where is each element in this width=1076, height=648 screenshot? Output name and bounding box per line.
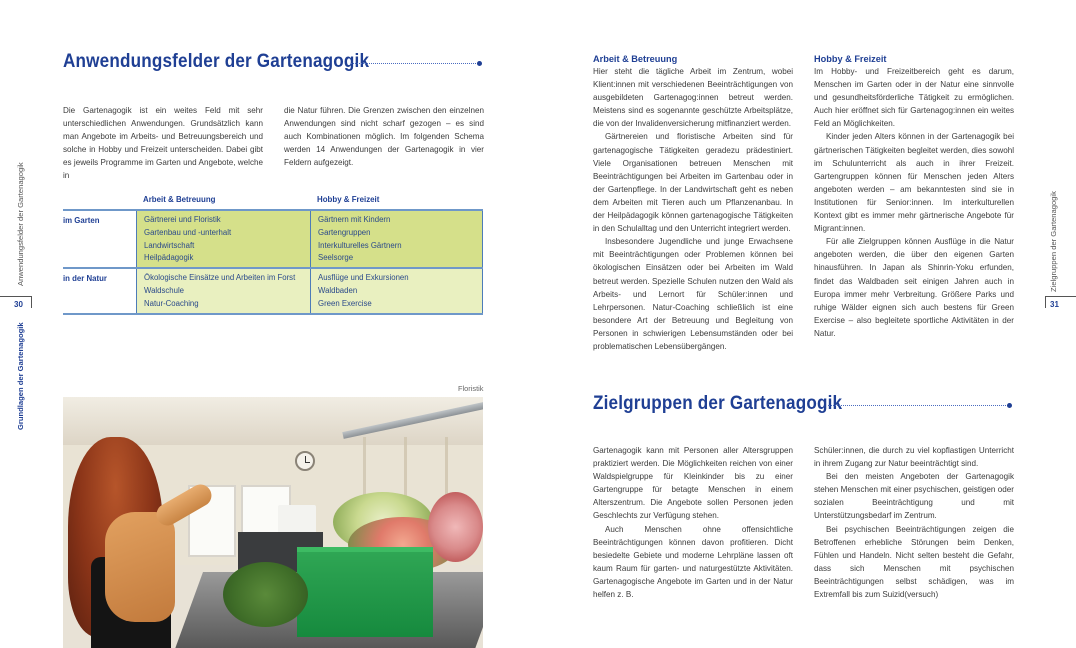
florist-at-work-photo — [63, 397, 483, 648]
running-head-section-left: Anwendungsfelder der Gartenagogik — [16, 162, 25, 286]
schema-row-natur — [63, 267, 483, 314]
title-rule-end-dot — [1007, 403, 1012, 408]
page-number-left: 30 — [14, 300, 23, 309]
running-head-chapter-left: Grundlagen der Gartenagogik — [16, 322, 25, 430]
photo-white-bucket — [278, 505, 316, 535]
hobby-freizeit-column — [814, 53, 1014, 340]
schema-header — [63, 194, 483, 209]
subheading-arbeit-betreuung: Arbeit & Betreuung — [593, 54, 678, 64]
arbeit-betreuung-column — [593, 53, 793, 353]
intro-column-2 — [284, 104, 484, 169]
schema-cell-garten-arbeit — [136, 211, 310, 267]
paragraph: Insbesondere Jugendliche und junge Erwachsene mit Beeinträchtigungen oder Problemen können bei ökologischen Einsätzen oder bei Arbeiten im Wald betreut werden. Spezielle Schulen nutzen den Wald als Arbeits- und Lernort für Schüler:innen und Lehrpersonen. Natur-Coaching schließlich ist eine besondere Art der Betreuung und Begleitung von Personen in schwierigen Lebensumständen oder bei problematischen Lebensübergängen. — [593, 237, 793, 351]
photo-caption: Floristik — [458, 384, 484, 393]
paragraph: Bei psychischen Beeinträchtigungen zeigen die Betroffenen erhebliche Störungen beim Denken, Fühlen und Handeln. Nicht selten besteht die Gefahr, dass sich Menschen mit psychischen Beeinträchtigungen selbst schädigen, was im Extremfall bis zum Suizid(versuch) — [814, 524, 1014, 600]
intro-column-1 — [63, 104, 263, 183]
schema-column-hobby: Hobby & Freizeit — [317, 194, 380, 204]
paragraph: Gärtnereien und floristische Arbeiten sind für gartenagogische Tätigkeiten geradezu prädestiniert. Viele Organisationen betreuen Menschen mit Beeinträchtigungen bei Arbeiten im Gartenbau oder in der Gartenpflege. In der Landwirtschaft geht es neben dem Arbeiten mit Tieren auch um Pflanzenanbau. In der Heilpädagogik können gartenagogische Tätigkeiten in den Schulalltag und den Unterricht integriert werden. — [593, 132, 793, 234]
subheading-hobby-freizeit: Hobby & Freizeit — [814, 54, 887, 64]
paragraph: Gartenagogik kann mit Personen aller Altersgruppen praktiziert werden. Die Möglichkeiten reichen von einer Waldspielgruppe für Kleinkinder bis zu einer Gartengruppe für betagte Menschen in einem Alterszentrum. Die Angebote sollen Personen jeden Geschlechts zur Verfügung stehen. — [593, 446, 793, 521]
paragraph: Bei den meisten Angeboten der Gartenagogik stehen Menschen mit einer psychischen, geistigen oder sozialen Beeinträchtigung und mit Unterstützungsbedarf im Zentrum. — [814, 472, 1014, 521]
schema-item: Ökologische Einsätze und Arbeiten im Forst — [144, 273, 296, 283]
title-rule-end-dot — [477, 61, 482, 66]
paragraph: Im Hobby- und Freizeitbereich geht es darum, Menschen im Garten oder in der Natur eine sinnvolle und gesundheitsförderliche Tätigkeit zu ermöglichen. Auch hier eröffnet sich für Gartenagog:innen ein weites Feld an Möglichkeiten. — [814, 67, 1014, 129]
intro-paragraph-2: die Natur führen. Die Grenzen zwischen den einzelnen Anwendungen sind nicht scharf gezogen – es sind auch Kombinationen möglich. Im folgenden Schema werden 14 Anwendungen der Gartenagogik in vier Feldern aufgezeigt. — [284, 106, 484, 168]
application-fields-schema — [63, 194, 483, 315]
schema-item: Waldbaden — [318, 285, 358, 295]
schema-item: Landwirtschaft — [144, 240, 195, 250]
schema-item: Interkulturelles Gärtnern — [318, 240, 402, 250]
right-page — [538, 0, 1076, 648]
running-head-section-right: Zielgruppen der Gartenagogik — [1049, 191, 1058, 292]
schema-item: Gartenbau und -unterhalt — [144, 227, 232, 237]
paragraph: Kinder jeden Alters können in der Gartenagogik bei gärtnerischen Tätigkeiten begleitet werden, dies sowohl im Schulunterricht als auch in ihrer Freizeit. Gartengruppen können für Menschen jeden Alters angeboten werden – am bekanntesten sind sie in Institutionen für Senior:innen. Im interkulturellen Kontext gibt es immer mehr gärtnerische Angebote für Migrant:innen. — [814, 132, 1014, 234]
schema-column-arbeit: Arbeit & Betreuung — [143, 194, 216, 204]
clock-icon — [295, 451, 315, 471]
paragraph: Auch Menschen ohne offensichtliche Beeinträchtigungen können davon profitieren. Dicht besiedelte Gebiete und moderne Lehrpläne lassen oft kaum Raum für garten- und naturgestützte Aktivitäten. Gartenagogische Angebote im Garten und in der Natur helfen z. B. — [593, 524, 793, 600]
schema-row-label: im Garten — [63, 215, 100, 225]
section-title-zielgruppen: Zielgruppen der Gartenagogik — [593, 393, 843, 414]
schema-row-garten — [63, 209, 483, 267]
title-dotted-rule — [828, 405, 1008, 406]
paragraph: Für alle Zielgruppen können Ausflüge in die Natur angeboten werden, die über den eigenen Garten hinausführen. In Japan als Shinrin-Yoku erfunden, findet das Waldbaden seit einigen Jahren auch in Europa immer mehr Verbreitung. Größere Parks und ruhige Wälder eignen sich auch bestens für Green Exercise – also begleitete sportliche Aktivitäten in der Natur. — [814, 237, 1014, 338]
schema-item: Heilpädagogik — [144, 253, 194, 263]
zielgruppen-column-1 — [593, 444, 793, 601]
schema-item: Ausflüge und Exkursionen — [318, 273, 409, 283]
paragraph: Hier steht die tägliche Arbeit im Zentrum, wobei Klient:innen mit verschiedenen Beeinträchtigungen von ausgebildeten Gartenagog:innen betreut werden. Meistens sind es sogenannte geschützte Arbeitsplätze, die von der Invalidenversicherung mitfinanziert werden. — [593, 67, 793, 129]
schema-item: Waldschule — [144, 285, 185, 295]
schema-cell-natur-hobby — [310, 269, 483, 312]
schema-item: Seelsorge — [318, 253, 354, 263]
page-number-right: 31 — [1050, 300, 1059, 309]
schema-item: Gartengruppen — [318, 227, 371, 237]
photo-green-crate — [297, 547, 433, 637]
photo-flowers-red — [428, 492, 483, 562]
zielgruppen-column-2 — [814, 444, 1014, 601]
section-title-anwendungsfelder: Anwendungsfelder der Gartenagogik — [63, 51, 370, 72]
schema-item: Natur-Coaching — [144, 298, 199, 308]
title-dotted-rule — [351, 63, 478, 64]
schema-cell-natur-arbeit — [136, 269, 310, 312]
photo-person-arm — [105, 512, 175, 622]
schema-item: Gärtnerei und Floristik — [144, 215, 221, 224]
intro-paragraph-1: Die Gartenagogik ist ein weites Feld mit sehr unterschiedlichen Anwendungen. Grundsätzlich kann man Angebote im Arbeits- und Betreuungsbereich und solche in Hobby und Freizeit unterscheiden. Dabei gibt es jeweils Programme im Garten und Angebote, welche in — [63, 106, 263, 181]
photo-greenery — [223, 562, 308, 627]
schema-row-label: in der Natur — [63, 273, 107, 284]
paragraph: Schüler:innen, die durch zu viel kopflastigen Unterricht in ihrem Zugang zur Natur beeinträchtigt sind. — [814, 446, 1014, 469]
schema-item: Green Exercise — [318, 298, 372, 308]
schema-item: Gärtnern mit Kindern — [318, 215, 391, 224]
schema-cell-garten-hobby — [310, 211, 483, 267]
